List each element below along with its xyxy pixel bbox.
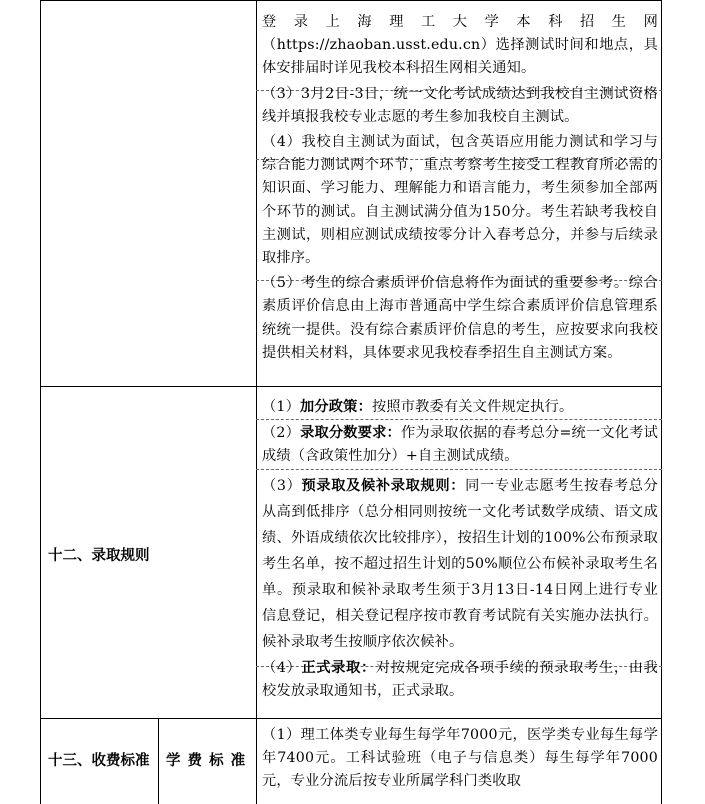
paragraph-registration: 登录上海理工大学本科招生网（https://zhaoban.usst.edu.cn）选择测试时间和地点，具体安排届时详见我校本科招生网相关通知。 [262,14,658,77]
table-subcolumn-divider [158,718,159,804]
rule-item [262,422,658,468]
tuition-paragraph: （1）理工体类专业每生每学年7000元，医学类专业每生每学年7400元。工科试验班（电子与信息类）每生每学年7000元，专业分流后按专业所属学科门类收取 [262,727,658,790]
rule-text: 作为录取依据的春考总分=统一文化考试成绩（含政策性加分）+自主测试成绩。 [262,425,658,465]
table-column-divider [256,0,257,804]
row-divider-13 [40,718,662,719]
rule-text: 同一专业志愿考生按春考总分从高到低排序（总分相同则按统一文化考试数学成绩、语文成绩、外语成绩依次比较排序），按招生计划的100%公布预录取考生名单，按不超过招生计划的50%顺位公布候补录取考生名单。预录取和候补录取考生须于3月13日-14日网上进行专业信息登记，相关登记程序按市教育考试院有关实施办法执行。候补录取考生按顺序依次候补。 [262,477,658,650]
table-border-left [40,0,41,804]
table-border-right [661,0,662,804]
section-12-label: 十二、录取规则 [48,548,150,564]
test-arrangement-text [262,11,658,365]
rule-number: （3） [262,477,302,494]
rule-title: 加分政策： [300,399,372,415]
paragraph-test-format: （4）我校自主测试为面试，包含英语应用能力测试和学习与综合能力测试两个环节，重点考察考生接受工程教育所必需的知识面、学习能力、理解能力和语言能力，考生须参加全部两个环节的测试。自主测试满分值为150分。考生若缺考我校自主测试，则相应测试成绩按零分计入春考总分，并参与后续录取排序。 [262,134,658,267]
rule-number: （4） [262,659,302,676]
paragraph-test-qualification: （3）3月2日-3日，统一文化考试成绩达到我校自主测试资格线并填报我校专业志愿的考生参加我校自主测试。 [262,85,658,125]
tuition-text [262,724,658,794]
rule-text: 按照市教委有关文件规定执行。 [371,399,574,415]
rule-item [262,396,658,419]
rule-text: 对按规定完成各项手续的预录取考生，由我校发放录取通知书，正式录取。 [262,659,658,699]
rule-number: （2） [262,425,301,442]
tuition-sublabel: 学 费 标 准 [166,753,247,769]
admission-table [40,0,662,804]
section-13-label: 十三、收费标准 [48,753,150,769]
rule-title: 预录取及候补录取规则： [301,477,466,494]
admission-rules-text [262,396,658,703]
rule-number: （1） [262,399,301,415]
rule-title: 录取分数要求： [300,425,401,442]
row-divider-12 [40,386,662,387]
paragraph-comprehensive-evaluation: （5）考生的综合素质评价信息将作为面试的重要参考。综合素质评价信息由上海市普通高中学生综合素质评价信息管理系统统一提供。没有综合素质评价信息的考生，应按要求向我校提供相关材料，具体要求见我校春季招生自主测试方案。 [262,275,658,361]
rule-title: 正式录取： [301,659,376,676]
table-border-top [40,0,662,1]
rule-item [262,657,658,703]
rule-item [262,473,658,655]
